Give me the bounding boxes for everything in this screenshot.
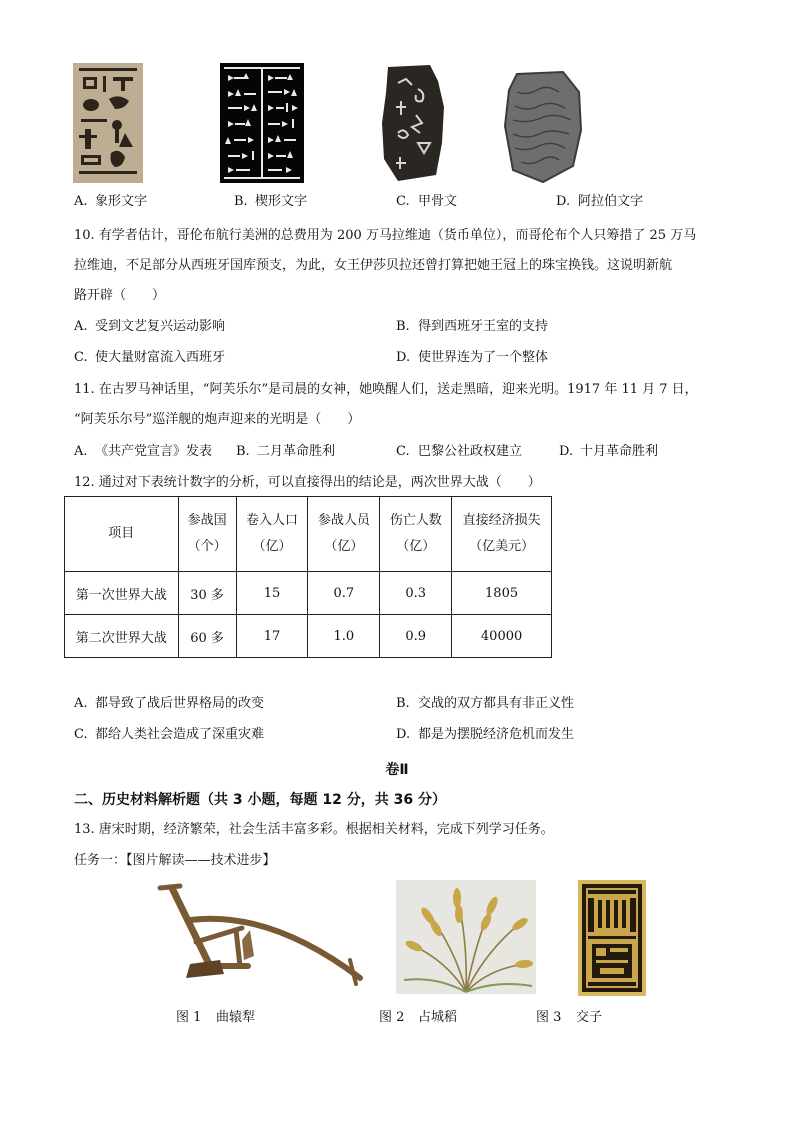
q10-stem-line1: 10. 有学者估计，哥伦布航行美洲的总费用为 200 万马拉维迪（货币单位），而哥伦布个人只筹措了 25 万马 (74, 228, 697, 243)
q12-option-d-key: D. (396, 727, 411, 742)
q9-option-d-text: 阿拉伯文字 (578, 194, 644, 209)
table-cell: 30 多 (178, 572, 236, 615)
table-cell: 第一次世界大战 (65, 572, 179, 615)
table-cell: 17 (236, 615, 308, 658)
q12-option-c-text: 都给人类社会造成了深重灾难 (95, 727, 265, 742)
q12-option-a-text: 都导致了战后世界格局的改变 (95, 696, 265, 711)
q10-option-d-key: D. (396, 350, 411, 365)
q11-option-d-key: D. (559, 444, 574, 459)
q12-option-c-key: C. (74, 727, 88, 742)
table-cell: 15 (236, 572, 308, 615)
header-bottom: （亿） (396, 539, 436, 554)
q10-option-d-text: 使世界连为了一个整体 (418, 350, 549, 365)
q11-option-b-text: 二月革命胜利 (257, 444, 336, 459)
table-cell: 1.0 (308, 615, 380, 658)
table-cell: 60 多 (178, 615, 236, 658)
hieroglyph-image (73, 63, 143, 183)
table-cell: 0.7 (308, 572, 380, 615)
q9-option-a-text: 象形文字 (95, 194, 148, 209)
oracle-bone-image (378, 63, 448, 183)
q10-option-c-key: C. (74, 350, 88, 365)
header-cell (380, 497, 452, 572)
q10-stem-line2: 拉维迪，不足部分从西班牙国库预支，为此，女王伊莎贝拉还曾打算把她王冠上的珠宝换钱。这说明新航 (74, 258, 673, 273)
q11-stem-line1: 11. 在古罗马神话里，“阿芙乐尔”是司晨的女神，她唤醒人们，送走黑暗，迎来光明。1917 年 11 月 7 日， (74, 382, 698, 397)
q9-option-b-text: 楔形文字 (255, 194, 308, 209)
table-cell: 0.9 (380, 615, 452, 658)
champa-rice-image (396, 880, 536, 994)
q13-task1: 任务一：【图片解读——技术进步】 (74, 853, 276, 868)
q9-option-d-key: D. (556, 194, 571, 209)
figure2-caption: 占城稻 (418, 1010, 458, 1025)
table-cell: 0.3 (380, 572, 452, 615)
q10-option-c-text: 使大量财富流入西班牙 (95, 350, 226, 365)
table-row (65, 615, 552, 658)
figure3-caption: 交子 (576, 1010, 603, 1025)
q12-option-b-key: B. (396, 696, 410, 711)
table-row (65, 572, 552, 615)
figure1-caption: 曲辕犁 (216, 1010, 256, 1025)
q11-option-d-text: 十月革命胜利 (580, 444, 659, 459)
header-top: 卷入人口 (245, 513, 298, 528)
q10-option-b-text: 得到西班牙王室的支持 (418, 319, 549, 334)
header-cell (65, 497, 179, 572)
header-bottom: （个） (187, 539, 227, 554)
table-cell: 第二次世界大战 (65, 615, 179, 658)
jiaozi-banknote-image (578, 880, 646, 996)
q10-option-b-key: B. (396, 319, 410, 334)
arabic-script-image (503, 70, 583, 184)
q11-option-a-key: A. (74, 444, 88, 459)
header-cell (178, 497, 236, 572)
q9-option-c-text: 甲骨文 (418, 194, 458, 209)
war-statistics-table (64, 496, 552, 658)
table-cell: 1805 (452, 572, 552, 615)
q9-option-c-key: C. (396, 194, 410, 209)
cuneiform-image (220, 63, 304, 183)
table-header-row (65, 497, 552, 572)
q12-option-b-text: 交战的双方都具有非正义性 (418, 696, 575, 711)
q10-option-a-key: A. (74, 319, 88, 334)
q11-option-c-key: C. (396, 444, 410, 459)
header-cell (308, 497, 380, 572)
q12-option-d-text: 都是为摆脱经济危机而发生 (418, 727, 575, 742)
q11-option-a-text: 《共产党宣言》发表 (95, 444, 213, 459)
header-bottom: （亿） (324, 539, 364, 554)
figure3-label: 图 3 (536, 1010, 562, 1025)
q11-option-b-key: B. (236, 444, 250, 459)
volume-title: 卷Ⅱ (385, 762, 409, 778)
q12-option-a-key: A. (74, 696, 88, 711)
q13-stem: 13. 唐宋时期，经济繁荣，社会生活丰富多彩。根据相关材料，完成下列学习任务。 (74, 822, 554, 837)
figure2-label: 图 2 (379, 1010, 405, 1025)
table-cell: 40000 (452, 615, 552, 658)
curved-plow-image (150, 880, 365, 1002)
q11-stem-line2: “阿芙乐尔号”巡洋舰的炮声迎来的光明是（ ） (74, 412, 361, 427)
q10-stem-line3: 路开辟（ ） (74, 288, 166, 303)
q12-stem: 12. 通过对下表统计数字的分析，可以直接得出的结论是，两次世界大战（ ） (74, 475, 541, 490)
figure1-label: 图 1 (176, 1010, 202, 1025)
header-cell (452, 497, 552, 572)
header-cell (236, 497, 308, 572)
header-top: 伤亡人数 (389, 513, 442, 528)
header-top: 参战人员 (317, 513, 370, 528)
q9-option-a-key: A. (74, 194, 88, 209)
header-bottom: （亿美元） (469, 539, 535, 554)
q11-option-c-text: 巴黎公社政权建立 (418, 444, 523, 459)
q10-option-a-text: 受到文艺复兴运动影响 (95, 319, 226, 334)
header-top: 项目 (108, 526, 135, 541)
header-top: 直接经济损失 (462, 513, 541, 528)
header-top: 参战国 (187, 513, 227, 528)
section-title: 二、历史材料解析题（共 3 小题，每题 12 分，共 36 分） (74, 792, 446, 808)
header-bottom: （亿） (252, 539, 292, 554)
q9-option-b-key: B. (234, 194, 248, 209)
